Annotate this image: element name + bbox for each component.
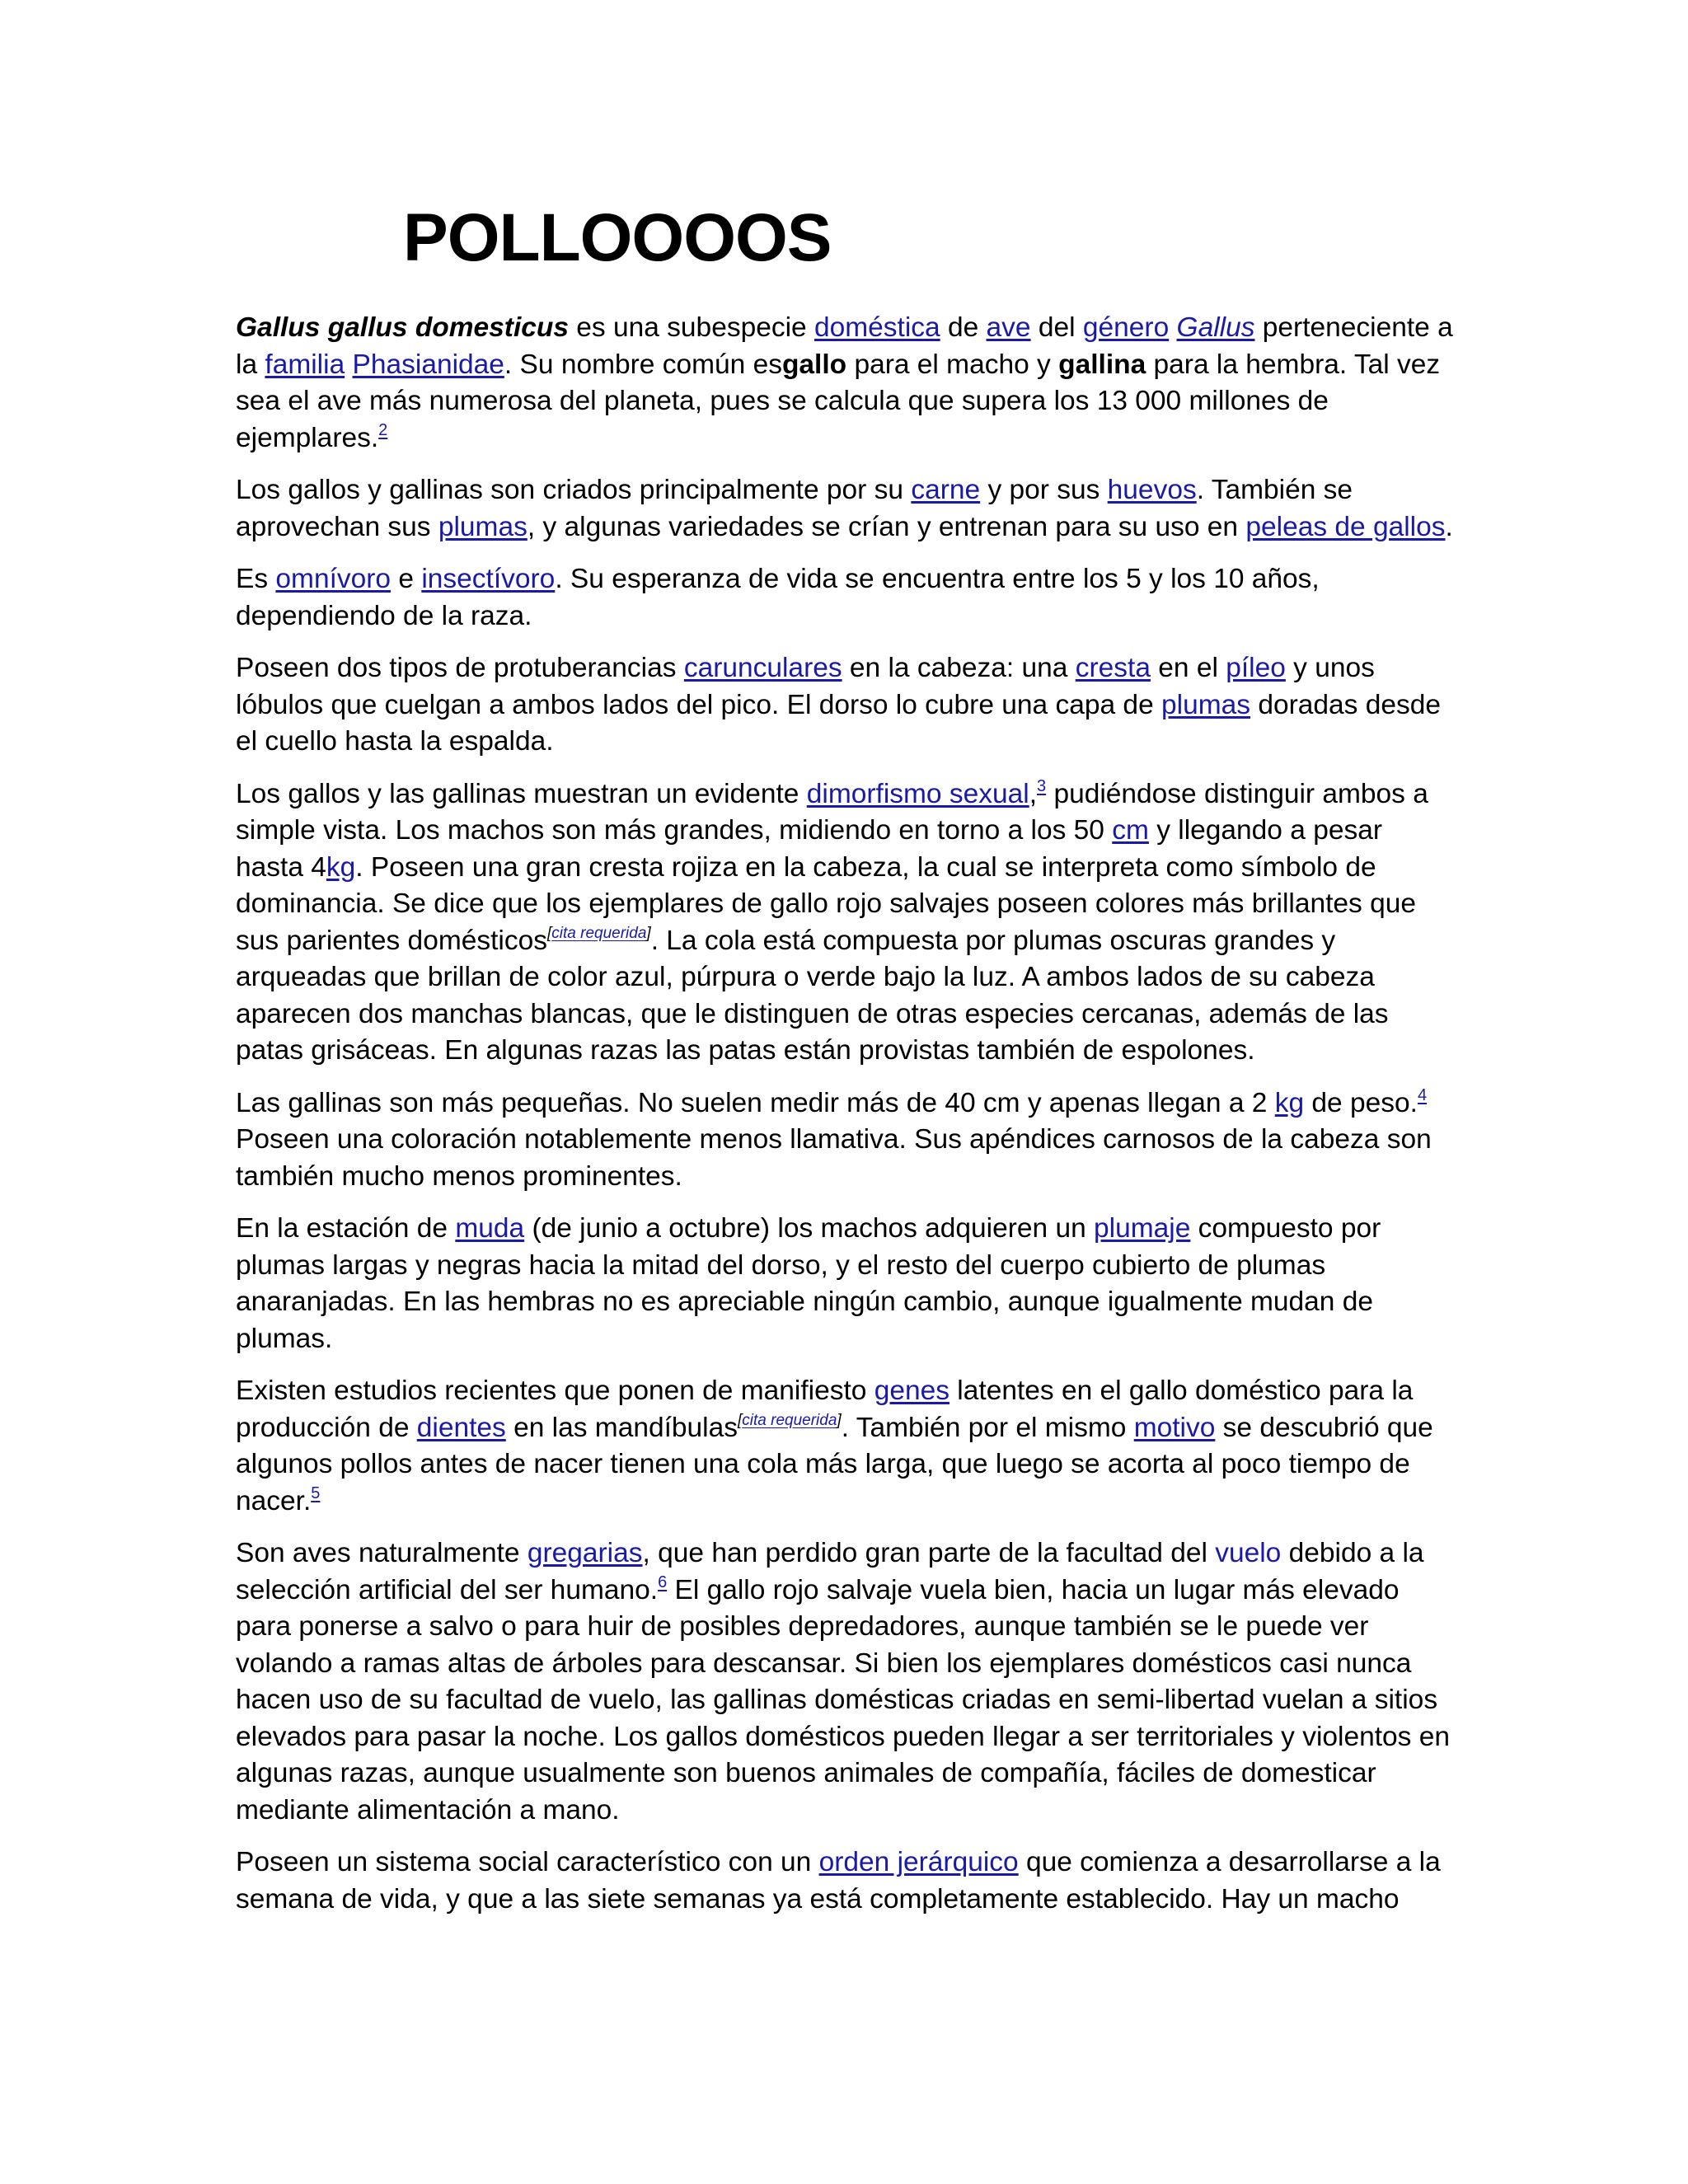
- scientific-name: Gallus gallus domesticus: [236, 312, 569, 343]
- link-cm[interactable]: cm: [1112, 815, 1149, 846]
- paragraph-flight: Son aves naturalmente gregarias, que han perdido gran parte de la facultad del vuelo debido a la selección artificial del ser humano.$^6$ El gallo rojo salvaje vuela bien, hacia un lugar más elevado para ponerse a salvo o para huir de posibles depredadores, aunque también se le puede ver volando a ramas altas de árboles para descansar. Si bien los ejemplares domésticos casi nunca hacen uso de su facultad de vuelo, las gallinas domésticas criadas en semi-libertad vuelan a sitios elevados para pasar la noche. Los gallos domésticos pueden llegar a ser territoriales y violentos en algunas razas, aunque usualmente son buenos animales de compañía, fáciles de domesticar mediante alimentación a mano.: [236, 1538, 1450, 1825]
- link-ave[interactable]: ave: [986, 312, 1031, 343]
- link-motivo[interactable]: motivo: [1133, 1412, 1216, 1443]
- paragraph-uses: Los gallos y gallinas son criados principalmente por su carne y por sus huevos. También se aprovechan sus plumas, y algunas variedades se crían y entrenan para su uso en peleas de gallos.: [236, 475, 1453, 542]
- reference-3[interactable]: 3: [1037, 776, 1047, 795]
- link-domestica[interactable]: doméstica: [814, 312, 940, 343]
- link-dimorfismo-sexual[interactable]: dimorfismo sexual: [806, 778, 1029, 809]
- paragraph-dimorphism: Los gallos y las gallinas muestran un evidente dimorfismo sexual,$^3$ pudiéndose distinguir ambos a simple vista. Los machos son más grandes, midiendo en torno a los 50 cm y llegando a pesar hasta 4kg. Poseen una gran cresta rojiza en la cabeza, la cual se interpreta como símbolo de dominancia. Se dice que los ejemplares de gallo rojo salvajes poseen colores más brillantes que sus parientes domésticos[cita requerida]. La cola está compuesta por plumas oscuras grandes y arqueadas que brillan de color azul, púrpura o verde bajo la luz. A ambos lados de su cabeza aparecen dos manchas blancas, que le distinguen de otras especies cercanas, además de las patas grisáceas. En algunas razas las patas están provistas también de espolones.: [236, 776, 1428, 1066]
- reference-5[interactable]: 5: [311, 1483, 321, 1502]
- link-plumas-2[interactable]: plumas: [1161, 689, 1251, 720]
- link-cita-requerida-2[interactable]: cita requerida: [742, 1411, 837, 1429]
- citation-needed: [cita requerida]: [547, 924, 651, 942]
- link-pileo[interactable]: píleo: [1226, 653, 1286, 683]
- link-dientes[interactable]: dientes: [416, 1412, 506, 1443]
- link-insectivoro[interactable]: insectívoro: [421, 564, 556, 594]
- paragraph-anatomy: Poseen dos tipos de protuberancias carunculares en la cabeza: una cresta en el píleo y unos lóbulos que cuelgan a ambos lados del pico. El dorso lo cubre una capa de plumas doradas desde el cuello hasta la espalda.: [236, 653, 1441, 757]
- paragraph-social: Poseen un sistema social característico con un orden jerárquico que comienza a desarrollarse a la semana de vida, y que a las siete semanas ya está completamente establecido. Hay un macho: [236, 1847, 1441, 1915]
- reference-4[interactable]: 4: [1417, 1085, 1428, 1104]
- page-title: POLLOOOOS: [403, 200, 832, 275]
- citation-needed-2: [cita requerida]: [738, 1411, 842, 1429]
- link-kg[interactable]: kg: [326, 851, 356, 883]
- link-carunculares[interactable]: carunculares: [683, 653, 842, 683]
- paragraph-molt: En la estación de muda (de junio a octubre) los machos adquieren un plumaje compuesto por plumas largas y negras hacia la mitad del dorso, y el resto del cuerpo cubierto de plumas anaranjadas. En las hembras no es apreciable ningún cambio, aunque igualmente mudan de plumas.: [236, 1213, 1381, 1354]
- link-muda[interactable]: muda: [455, 1213, 525, 1244]
- paragraph-diet: Es omnívoro e insectívoro. Su esperanza de vida se encuentra entre los 5 y los 10 años, dependiendo de la raza.: [236, 564, 1320, 631]
- link-gallus[interactable]: Gallus: [1176, 312, 1255, 343]
- link-carne[interactable]: carne: [911, 475, 981, 505]
- bold-gallo: gallo: [781, 349, 847, 380]
- link-cita-requerida[interactable]: cita requerida: [551, 924, 647, 942]
- link-kg-2[interactable]: kg: [1274, 1087, 1305, 1118]
- link-huevos[interactable]: huevos: [1107, 475, 1197, 505]
- link-cresta[interactable]: cresta: [1075, 653, 1151, 683]
- link-vuelo[interactable]: vuelo: [1215, 1538, 1282, 1568]
- link-familia[interactable]: familia: [265, 349, 345, 380]
- link-genero[interactable]: género: [1082, 312, 1170, 343]
- link-orden-jerarquico[interactable]: orden jerárquico: [818, 1847, 1019, 1877]
- link-gregarias[interactable]: gregarias: [527, 1538, 643, 1568]
- bold-gallina: gallina: [1058, 349, 1146, 380]
- paragraph-hens: Las gallinas son más pequeñas. No suelen medir más de 40 cm y apenas llegan a 2 kg de peso.$^4$ Poseen una coloración notablemente menos llamativa. Sus apéndices carnosos de la cabeza son también mucho menos prominentes.: [236, 1085, 1432, 1192]
- link-omnivoro[interactable]: omnívoro: [275, 564, 392, 594]
- link-peleas-de-gallos[interactable]: peleas de gallos: [1245, 511, 1446, 542]
- article-body: [236, 310, 1456, 1933]
- reference-6[interactable]: 6: [658, 1572, 668, 1591]
- paragraph-genes: Existen estudios recientes que ponen de manifiesto genes latentes en el gallo doméstico para la producción de dientes en las mandíbulas[cita requerida]. También por el mismo motivo se descubrió que algunos pollos antes de nacer tienen una cola más larga, que luego se acorta al poco tiempo de nacer.$^5$: [236, 1376, 1433, 1516]
- reference-2[interactable]: 2: [378, 420, 388, 439]
- paragraph-intro: Gallus gallus domesticus es una subespecie doméstica de ave del género Gallus perteneciente a la familia Phasianidae. Su nombre común esgallo para el macho y gallina para la hembra. Tal vez sea el ave más numerosa del planeta, pues se calcula que supera los 13 000 millones de ejemplares.$^2$: [236, 312, 1453, 453]
- link-plumas[interactable]: plumas: [438, 511, 528, 542]
- link-genes[interactable]: genes: [874, 1376, 950, 1406]
- link-phasianidae[interactable]: Phasianidae: [352, 349, 504, 380]
- link-plumaje[interactable]: plumaje: [1094, 1213, 1191, 1244]
